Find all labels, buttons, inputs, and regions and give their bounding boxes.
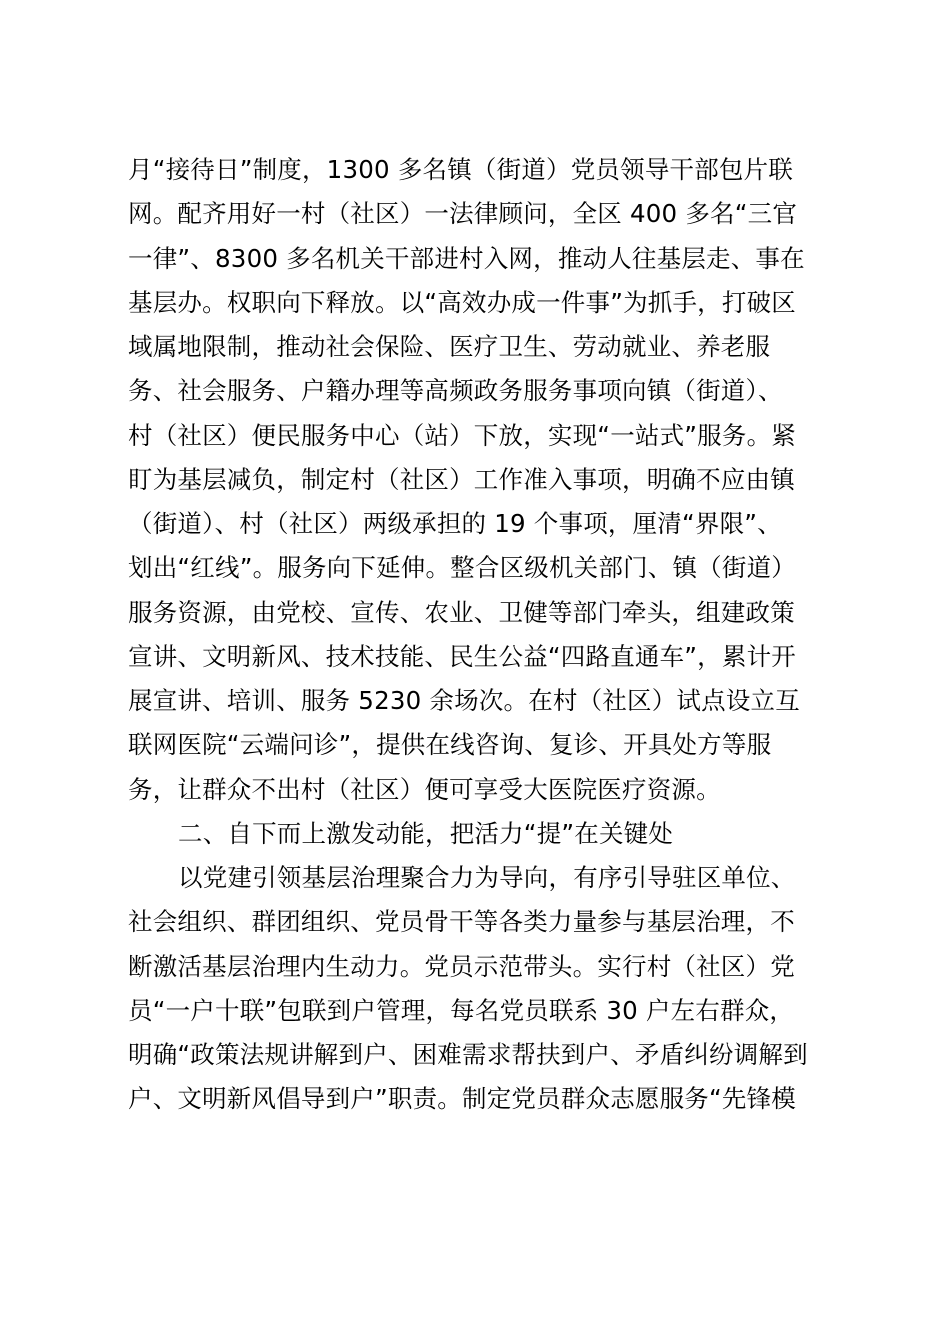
text-line: 务，让群众不出村（社区）便可享受大医院医疗资源。 <box>128 774 721 804</box>
section-heading: 二、自下而上激发动能，把活力“提”在关键处 <box>178 818 674 848</box>
text-line: 断激活基层治理内生动力。党员示范带头。实行村（社区）党 <box>128 951 795 981</box>
text-line: 划出“红线”。服务向下延伸。整合区级机关部门、镇（街道） <box>128 553 796 583</box>
text-line: （街道）、村（社区）两级承担的 19 个事项，厘清“界限”、 <box>128 509 782 538</box>
body-text <box>128 148 828 1122</box>
text-line: 村（社区）便民服务中心（站）下放，实现“一站式”服务。紧 <box>128 420 796 450</box>
text-line: 服务资源，由党校、宣传、农业、卫健等部门牵头，组建政策 <box>128 597 795 627</box>
text-line: 务、社会服务、户籍办理等高频政务服务事项向镇（街道）、 <box>128 376 783 406</box>
text-line: 户、文明新风倡导到户”职责。制定党员群众志愿服务“先锋模 <box>128 1084 796 1114</box>
text-line: 以党建引领基层治理聚合力为导向，有序引导驻区单位、 <box>178 863 796 892</box>
text-line: 社会组织、群团组织、党员骨干等各类力量参与基层治理，不 <box>128 907 795 937</box>
text-line: 联网医院“云端问诊”，提供在线咨询、复诊、开具处方等服 <box>128 730 772 760</box>
text-line: 一律”、8300 多名机关干部进村入网，推动人往基层走、事在 <box>128 243 805 273</box>
text-line: 基层办。权职向下释放。以“高效办成一件事”为抓手，打破区 <box>128 287 796 317</box>
text-line: 盯为基层减负，制定村（社区）工作准入事项，明确不应由镇 <box>128 464 795 494</box>
text-line: 网。配齐用好一村（社区）一法律顾问，全区 400 多名“三官 <box>128 199 798 229</box>
text-line: 宣讲、文明新风、技术技能、民生公益“四路直通车”，累计开 <box>128 641 796 671</box>
text-line: 明确“政策法规讲解到户、困难需求帮扶到户、矛盾纠纷调解到 <box>128 1040 808 1069</box>
text-line: 域属地限制，推动社会保险、医疗卫生、劳动就业、养老服 <box>128 332 771 361</box>
text-line: 员“一户十联”包联到户管理，每名党员联系 30 户左右群众， <box>128 995 795 1025</box>
text-line: 展宣讲、培训、服务 5230 余场次。在村（社区）试点设立互 <box>128 686 800 715</box>
text-line: 月“接待日”制度，1300 多名镇（街道）党员领导干部包片联 <box>128 155 794 184</box>
